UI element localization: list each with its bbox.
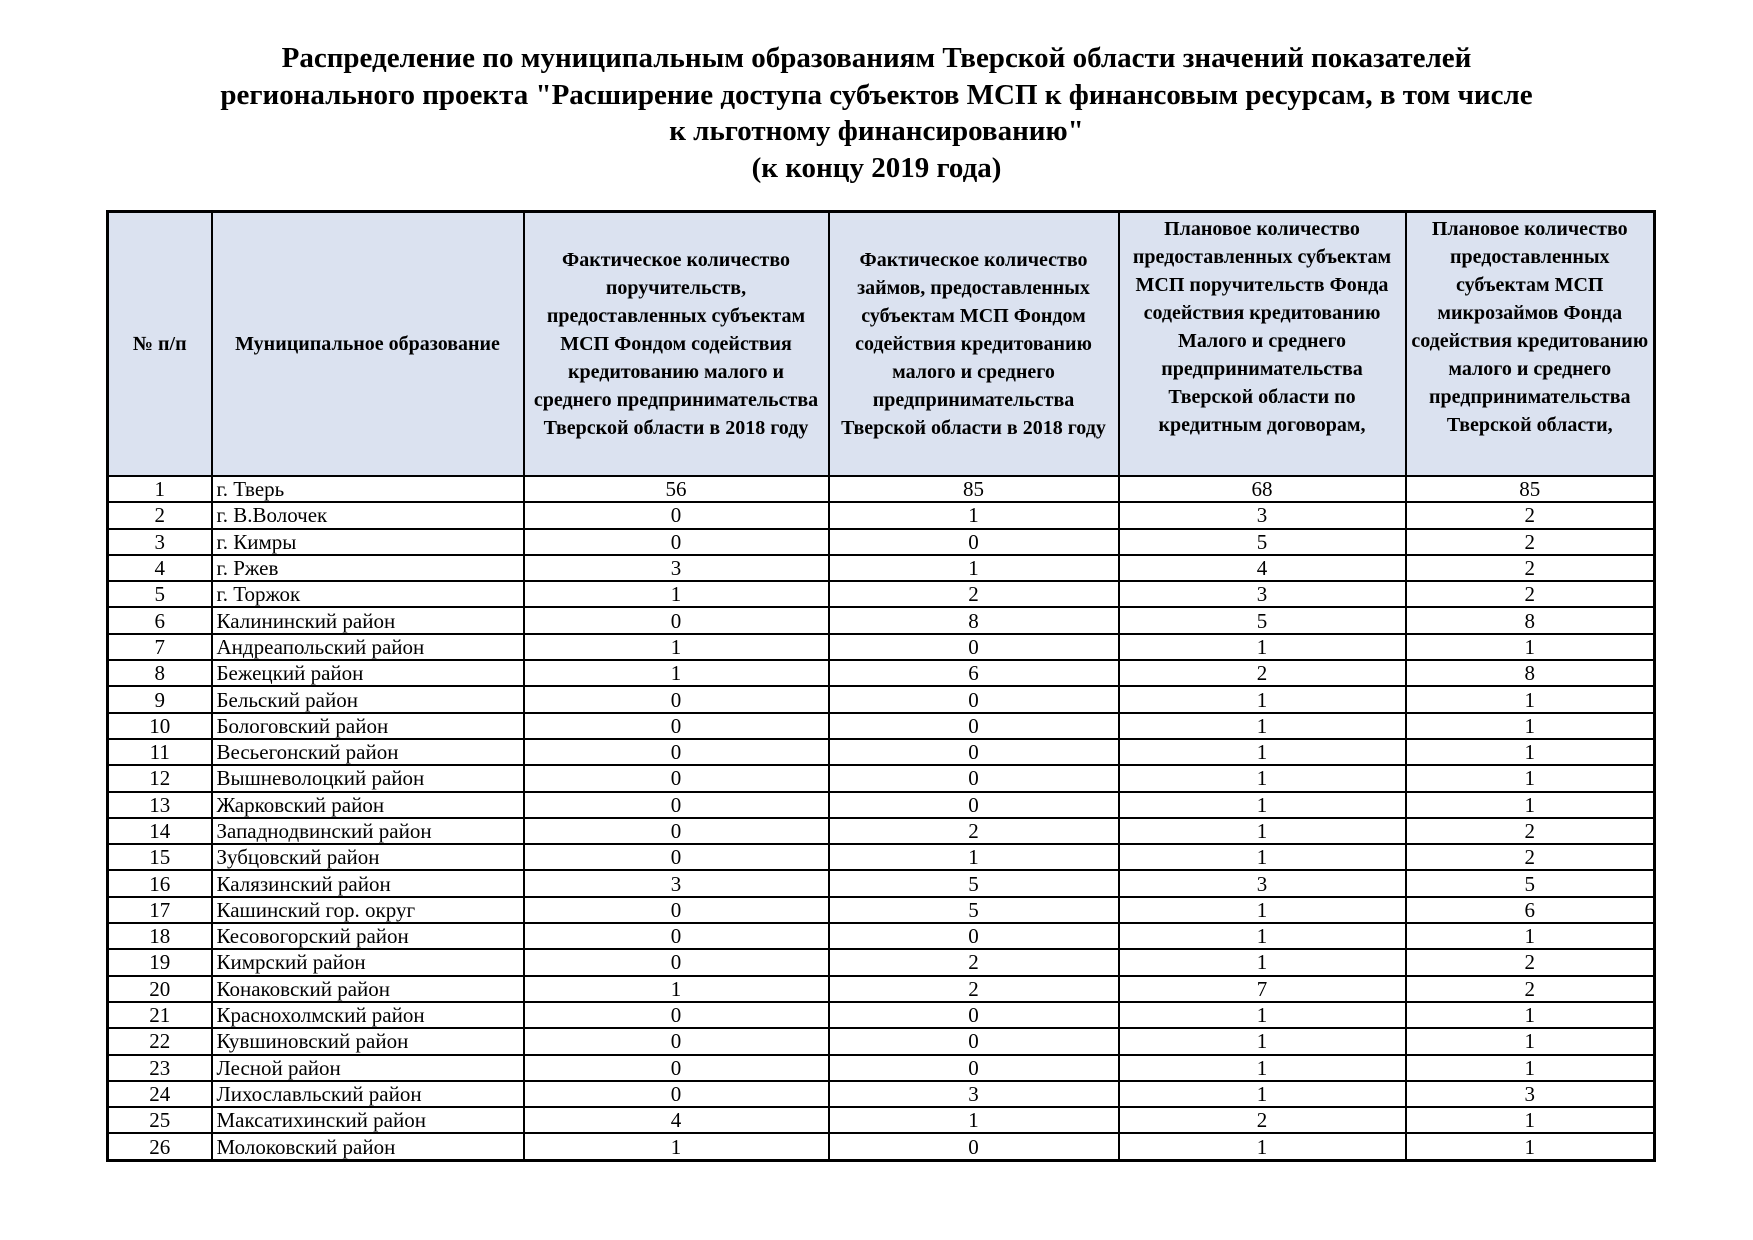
row-number: 10 [108, 713, 212, 739]
municipality-name: Бологовский район [212, 713, 524, 739]
planned-microloans-value: 1 [1406, 792, 1655, 818]
municipality-name: Кашинский гор. округ [212, 897, 524, 923]
planned-microloans-value: 2 [1406, 844, 1655, 870]
row-number: 11 [108, 739, 212, 765]
row-number: 3 [108, 529, 212, 555]
table-row [108, 1133, 1655, 1160]
planned-guarantees-value: 1 [1119, 739, 1406, 765]
municipality-name: Лихославльский район [212, 1081, 524, 1107]
planned-microloans-value: 6 [1406, 897, 1655, 923]
planned-microloans-value: 85 [1406, 476, 1655, 502]
row-number: 2 [108, 502, 212, 528]
planned-microloans-value: 2 [1406, 529, 1655, 555]
document-title [100, 40, 1653, 186]
actual-loans-value: 5 [829, 897, 1119, 923]
planned-guarantees-value: 1 [1119, 765, 1406, 791]
actual-loans-value: 0 [829, 1002, 1119, 1028]
planned-guarantees-value: 1 [1119, 1028, 1406, 1054]
municipality-name: Лесной район [212, 1055, 524, 1081]
row-number: 16 [108, 870, 212, 896]
municipality-name: Зубцовский район [212, 844, 524, 870]
actual-guarantees-value: 0 [524, 1028, 829, 1054]
table-row [108, 949, 1655, 975]
municipality-name: Краснохолмский район [212, 1002, 524, 1028]
table-row [108, 555, 1655, 581]
row-number: 22 [108, 1028, 212, 1054]
actual-guarantees-value: 0 [524, 739, 829, 765]
header-number: № п/п [108, 212, 212, 477]
planned-guarantees-value: 68 [1119, 476, 1406, 502]
table-row [108, 870, 1655, 896]
table-row [108, 976, 1655, 1002]
table-row [108, 897, 1655, 923]
row-number: 6 [108, 607, 212, 633]
planned-microloans-value: 1 [1406, 923, 1655, 949]
actual-guarantees-value: 0 [524, 949, 829, 975]
table-row [108, 713, 1655, 739]
row-number: 25 [108, 1107, 212, 1133]
header-actual-loans-2018: Фактическое количество займов, предоставленных субъектам МСП Фондом содействия кредитованию малого и среднего предпринимательства Тверской области в 2018 году [829, 212, 1119, 477]
table-row [108, 1028, 1655, 1054]
row-number: 24 [108, 1081, 212, 1107]
row-number: 9 [108, 686, 212, 712]
planned-microloans-value: 5 [1406, 870, 1655, 896]
actual-loans-value: 2 [829, 581, 1119, 607]
actual-guarantees-value: 0 [524, 1055, 829, 1081]
planned-microloans-value: 1 [1406, 634, 1655, 660]
table-row [108, 581, 1655, 607]
row-number: 7 [108, 634, 212, 660]
actual-guarantees-value: 1 [524, 581, 829, 607]
title-line-3: к льготному финансированию" [669, 115, 1084, 147]
actual-loans-value: 85 [829, 476, 1119, 502]
planned-microloans-value: 1 [1406, 765, 1655, 791]
row-number: 8 [108, 660, 212, 686]
indicators-table [106, 210, 1656, 1162]
municipality-name: Жарковский район [212, 792, 524, 818]
actual-loans-value: 2 [829, 949, 1119, 975]
planned-microloans-value: 1 [1406, 1028, 1655, 1054]
planned-guarantees-value: 2 [1119, 660, 1406, 686]
municipality-name: Весьегонский район [212, 739, 524, 765]
title-line-1: Распределение по муниципальным образованиям Тверской области значений показателей [281, 42, 1472, 74]
planned-microloans-value: 1 [1406, 686, 1655, 712]
municipality-name: Калязинский район [212, 870, 524, 896]
planned-microloans-value: 8 [1406, 607, 1655, 633]
actual-loans-value: 2 [829, 818, 1119, 844]
row-number: 19 [108, 949, 212, 975]
actual-guarantees-value: 0 [524, 923, 829, 949]
row-number: 15 [108, 844, 212, 870]
row-number: 12 [108, 765, 212, 791]
planned-guarantees-value: 1 [1119, 1002, 1406, 1028]
actual-guarantees-value: 0 [524, 792, 829, 818]
actual-loans-value: 2 [829, 976, 1119, 1002]
actual-loans-value: 1 [829, 555, 1119, 581]
planned-guarantees-value: 1 [1119, 713, 1406, 739]
actual-loans-value: 1 [829, 502, 1119, 528]
planned-guarantees-value: 1 [1119, 1133, 1406, 1160]
municipality-name: Калининский район [212, 607, 524, 633]
table-row [108, 923, 1655, 949]
planned-microloans-value: 2 [1406, 555, 1655, 581]
actual-guarantees-value: 0 [524, 1002, 829, 1028]
actual-guarantees-value: 1 [524, 634, 829, 660]
planned-guarantees-value: 1 [1119, 923, 1406, 949]
municipality-name: Кимрский район [212, 949, 524, 975]
municipality-name: Молоковский район [212, 1133, 524, 1160]
actual-guarantees-value: 0 [524, 529, 829, 555]
header-planned-guarantees: Плановое количество предоставленных субъектам МСП поручительств Фонда содействия кредитованию Малого и среднего предпринимательства Тверской области по кредитным договорам, [1119, 212, 1406, 477]
table-row [108, 529, 1655, 555]
planned-microloans-value: 2 [1406, 502, 1655, 528]
planned-guarantees-value: 4 [1119, 555, 1406, 581]
planned-guarantees-value: 1 [1119, 949, 1406, 975]
actual-loans-value: 0 [829, 634, 1119, 660]
municipality-name: г. Ржев [212, 555, 524, 581]
table-row [108, 502, 1655, 528]
actual-loans-value: 1 [829, 1107, 1119, 1133]
planned-microloans-value: 1 [1406, 1055, 1655, 1081]
table-row [108, 1107, 1655, 1133]
planned-guarantees-value: 1 [1119, 1081, 1406, 1107]
actual-guarantees-value: 3 [524, 555, 829, 581]
table-row [108, 1055, 1655, 1081]
row-number: 4 [108, 555, 212, 581]
municipality-name: Кесовогорский район [212, 923, 524, 949]
table-row [108, 686, 1655, 712]
planned-microloans-value: 1 [1406, 713, 1655, 739]
row-number: 14 [108, 818, 212, 844]
actual-loans-value: 0 [829, 765, 1119, 791]
row-number: 5 [108, 581, 212, 607]
table-row [108, 476, 1655, 502]
title-line-2: регионального проекта "Расширение доступа субъектов МСП к финансовым ресурсам, в том числе [220, 78, 1533, 111]
row-number: 20 [108, 976, 212, 1002]
actual-loans-value: 6 [829, 660, 1119, 686]
planned-guarantees-value: 1 [1119, 897, 1406, 923]
actual-guarantees-value: 1 [524, 660, 829, 686]
actual-guarantees-value: 0 [524, 765, 829, 791]
planned-guarantees-value: 5 [1119, 529, 1406, 555]
actual-loans-value: 0 [829, 686, 1119, 712]
actual-guarantees-value: 0 [524, 607, 829, 633]
actual-loans-value: 0 [829, 1055, 1119, 1081]
planned-guarantees-value: 1 [1119, 686, 1406, 712]
row-number: 18 [108, 923, 212, 949]
table-row [108, 844, 1655, 870]
table-row [108, 739, 1655, 765]
actual-guarantees-value: 0 [524, 897, 829, 923]
table-row [108, 607, 1655, 633]
header-actual-guarantees-2018: Фактическое количество поручительств, предоставленных субъектам МСП Фондом содействия кредитованию малого и среднего предпринимательства Тверской области в 2018 году [524, 212, 829, 477]
planned-microloans-value: 8 [1406, 660, 1655, 686]
planned-guarantees-value: 2 [1119, 1107, 1406, 1133]
planned-guarantees-value: 3 [1119, 870, 1406, 896]
planned-microloans-value: 2 [1406, 818, 1655, 844]
row-number: 13 [108, 792, 212, 818]
row-number: 26 [108, 1133, 212, 1160]
header-municipality: Муниципальное образование [212, 212, 524, 477]
municipality-name: Бельский район [212, 686, 524, 712]
planned-guarantees-value: 3 [1119, 502, 1406, 528]
municipality-name: Андреапольский район [212, 634, 524, 660]
planned-microloans-value: 1 [1406, 739, 1655, 765]
actual-loans-value: 1 [829, 844, 1119, 870]
actual-guarantees-value: 56 [524, 476, 829, 502]
planned-guarantees-value: 7 [1119, 976, 1406, 1002]
actual-guarantees-value: 3 [524, 870, 829, 896]
planned-microloans-value: 1 [1406, 1133, 1655, 1160]
planned-guarantees-value: 1 [1119, 792, 1406, 818]
table-row [108, 818, 1655, 844]
municipality-name: г. Кимры [212, 529, 524, 555]
actual-guarantees-value: 0 [524, 818, 829, 844]
actual-loans-value: 0 [829, 923, 1119, 949]
row-number: 17 [108, 897, 212, 923]
actual-loans-value: 0 [829, 1028, 1119, 1054]
municipality-name: Западнодвинский район [212, 818, 524, 844]
planned-guarantees-value: 1 [1119, 844, 1406, 870]
title-line-4: (к концу 2019 года) [751, 151, 1002, 184]
planned-microloans-value: 1 [1406, 1107, 1655, 1133]
actual-guarantees-value: 0 [524, 502, 829, 528]
table-header [108, 212, 1655, 477]
municipality-name: Бежецкий район [212, 660, 524, 686]
table-row [108, 1002, 1655, 1028]
table-body [108, 476, 1655, 1160]
planned-guarantees-value: 5 [1119, 607, 1406, 633]
actual-loans-value: 0 [829, 1133, 1119, 1160]
row-number: 1 [108, 476, 212, 502]
actual-guarantees-value: 0 [524, 844, 829, 870]
municipality-name: г. Тверь [212, 476, 524, 502]
planned-guarantees-value: 1 [1119, 1055, 1406, 1081]
actual-loans-value: 0 [829, 713, 1119, 739]
row-number: 23 [108, 1055, 212, 1081]
municipality-name: Конаковский район [212, 976, 524, 1002]
planned-guarantees-value: 1 [1119, 634, 1406, 660]
planned-microloans-value: 2 [1406, 581, 1655, 607]
actual-guarantees-value: 0 [524, 1081, 829, 1107]
municipality-name: г. В.Волочек [212, 502, 524, 528]
actual-guarantees-value: 0 [524, 713, 829, 739]
row-number: 21 [108, 1002, 212, 1028]
planned-guarantees-value: 1 [1119, 818, 1406, 844]
table-row [108, 1081, 1655, 1107]
municipality-name: Максатихинский район [212, 1107, 524, 1133]
table-row [108, 660, 1655, 686]
planned-microloans-value: 2 [1406, 976, 1655, 1002]
header-row [108, 212, 1655, 477]
actual-loans-value: 0 [829, 529, 1119, 555]
actual-loans-value: 8 [829, 607, 1119, 633]
actual-guarantees-value: 1 [524, 976, 829, 1002]
actual-loans-value: 3 [829, 1081, 1119, 1107]
planned-microloans-value: 1 [1406, 1002, 1655, 1028]
actual-guarantees-value: 0 [524, 686, 829, 712]
municipality-name: Кувшиновский район [212, 1028, 524, 1054]
planned-guarantees-value: 3 [1119, 581, 1406, 607]
municipality-name: Вышневолоцкий район [212, 765, 524, 791]
planned-microloans-value: 2 [1406, 949, 1655, 975]
actual-guarantees-value: 4 [524, 1107, 829, 1133]
table-row [108, 634, 1655, 660]
actual-loans-value: 0 [829, 739, 1119, 765]
actual-loans-value: 5 [829, 870, 1119, 896]
municipality-name: г. Торжок [212, 581, 524, 607]
planned-microloans-value: 3 [1406, 1081, 1655, 1107]
table-row [108, 765, 1655, 791]
header-planned-microloans: Плановое количество предоставленных субъектам МСП микрозаймов Фонда содействия кредитованию малого и среднего предпринимательства Тверской области, [1406, 212, 1655, 477]
actual-guarantees-value: 1 [524, 1133, 829, 1160]
table-row [108, 792, 1655, 818]
actual-loans-value: 0 [829, 792, 1119, 818]
